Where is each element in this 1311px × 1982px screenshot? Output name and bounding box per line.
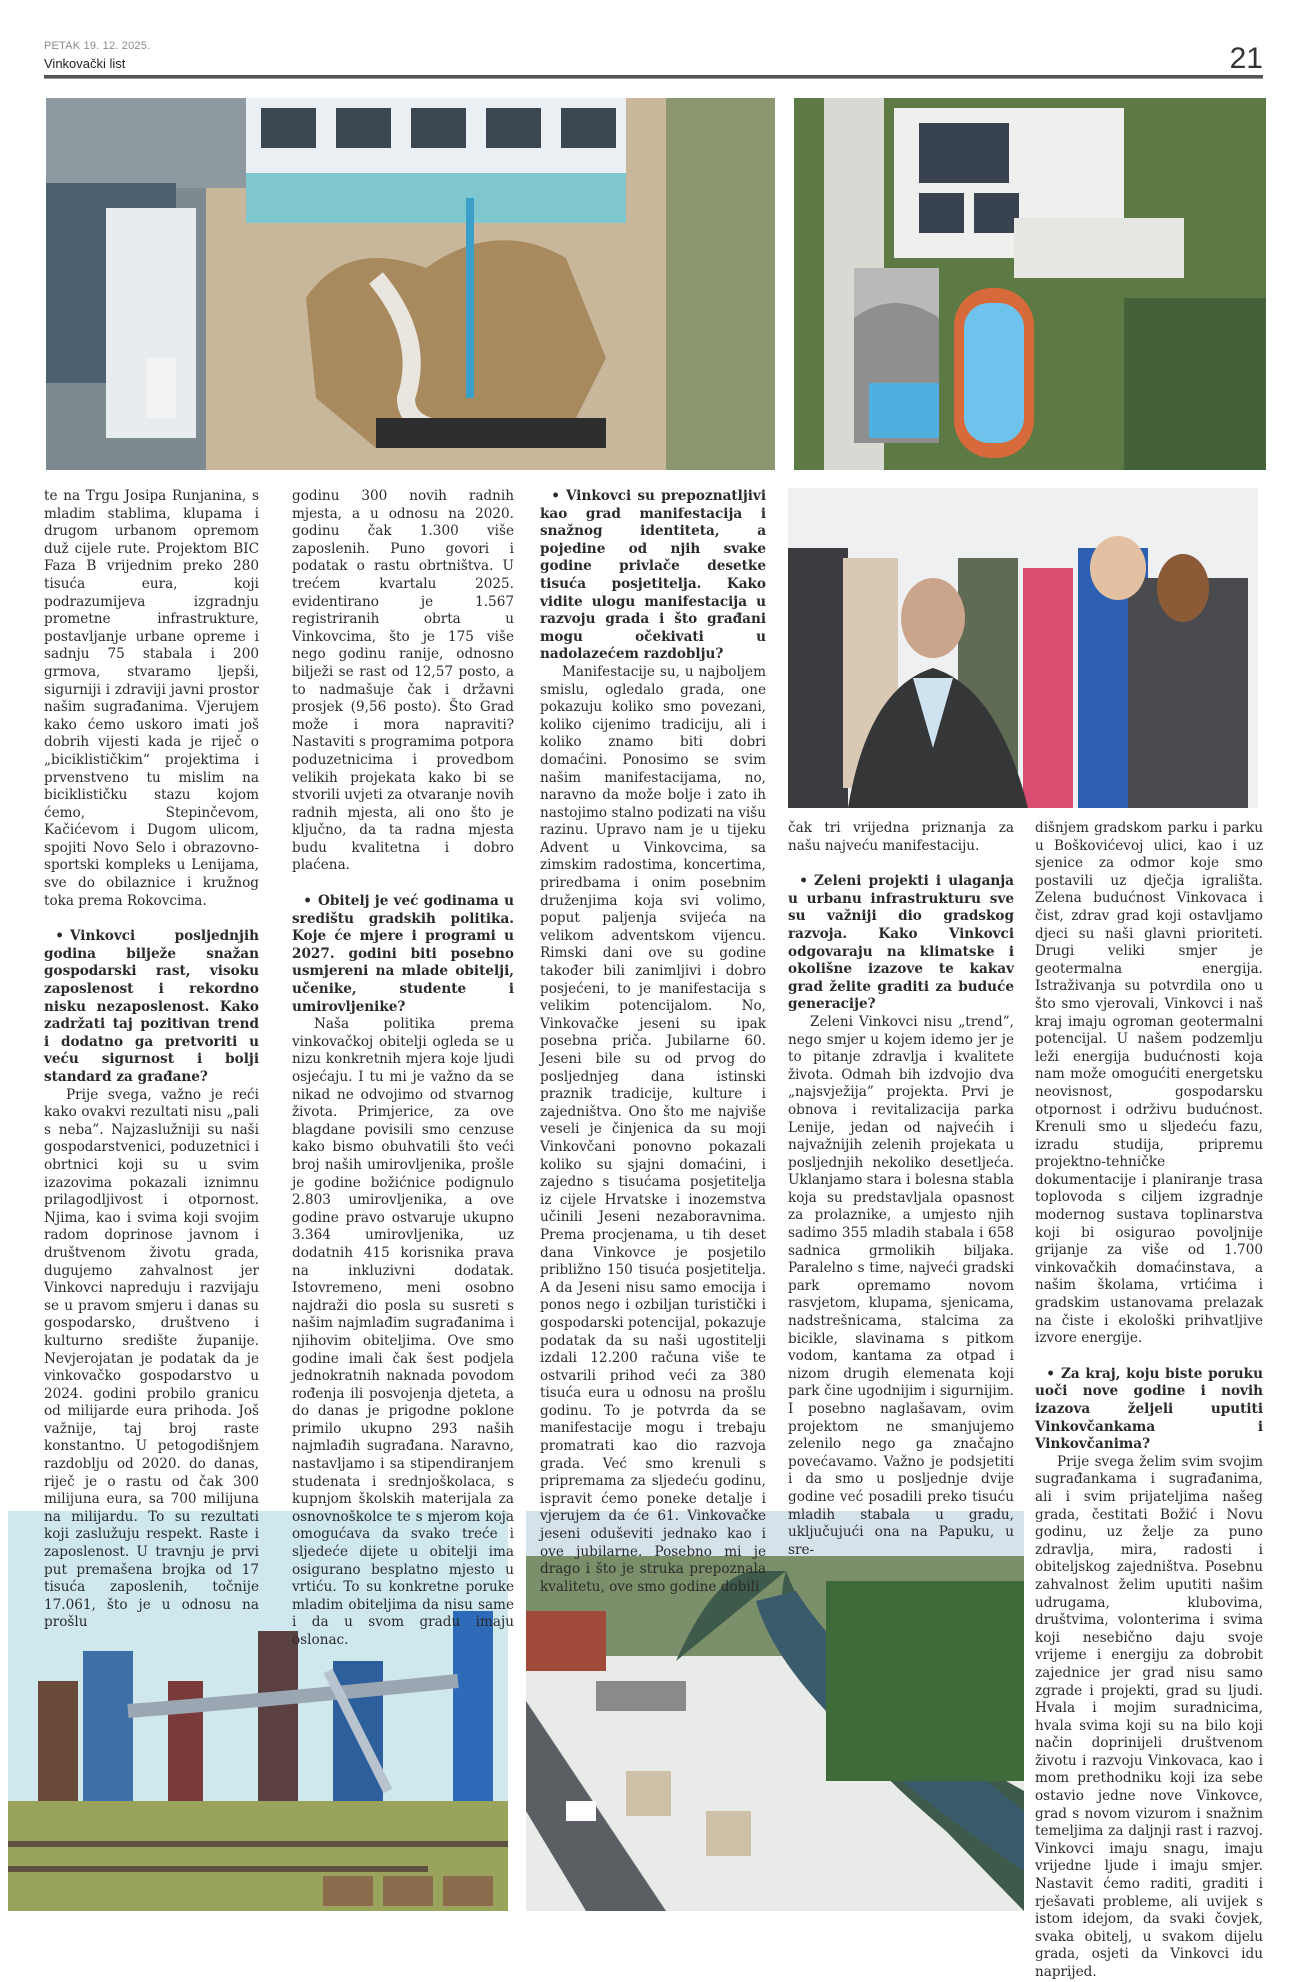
article-column-2 [292,488,514,1650]
answer-paragraph: dišnjem gradskom parku i parku u Boškovićevoj ulici, kao i uz sjenice za odmor koje smo postavili uz dječja igrališta. Zelena budućnost Vinkovaca i čist, zdrav grad koji ostavljamo djeci su naši glavni prioriteti. Drugi veliki smjer je geotermalna energija. Istraživanja su potvrdila ono u što smo vjerovali, Vinkovci i naš kraj imaju ogroman geotermalni potencijal. U našem podzemlju leži energija budućnosti koja nam može omogućiti energetsku neovisnost, gospodarsku otpornost i održivu budućnost. Krenuli smo u sljedeću fazu, izradu studija, pripremu projektno-tehničke dokumentacije i planiranje trasa toplovoda s ciljem izgradnje modernog sustava toplinarstva koji bi osigurao povoljnije grijanje za više od 1.700 vinkovačkih domaćinstava, a našim školama, vrtićima i gradskim ustanovama prelazak na čiste i ekološki prihvatljive izvore energije. [1035,820,1263,1347]
answer-paragraph: Zeleni Vinkovci nisu „trend”, nego smjer u kojem idemo jer je to pitanje zdravlja i kvalitete života. Odmah bih izdvojio dva „najsvježija” projekta. Prvi je obnova i revitalizacija parka Lenije, jedan od najvećih i najvažnijih zelenih projekata u posljednjih nekoliko desetljeća. Uklanjamo stara i bolesna stabla koja su predstavljala opasnost za prolaznike, a umjesto njih sadimo 355 mladih stabala i 658 sadnica grmolikih biljaka. Paralelno s time, najveći gradski park opremamo novom rasvjetom, klupama, sjenicama, nadstrešnicama, stalcima za bicikle, slavinama s pitkom vodom, kantama za otpad i nizom drugih elemenata koji park čine ugodnijim i sigurnijim. I posebno naglašavam, ovim projektom ne smanjujemo zelenilo nego ga značajno povećavamo. Važno je podsjetiti i da smo u posljednje dvije godine već posadili preko tisuću mladih stabala u gradu, uključujući ona na Papuku, u sre- [788,1013,1014,1558]
interview-question [788,873,1014,1014]
bullet-icon: • [799,873,808,890]
page-number: 21 [1229,42,1263,75]
photo-mayor-with-children [788,488,1258,808]
article-column-4 [788,820,1014,1559]
answer-paragraph: Manifestacije su, u najboljem smislu, ogledalo grada, one pokazuju koliko smo povezani, koliko cijenimo tradiciju, ali i koliko znamo biti dobri domaćini. Ponosimo se svim našim manifestacijama, no, naravno da može bolje i zato ih nastojimo stalno podizati na višu razinu. Upravo nam je u tijeku Advent u Vinkovcima, sa zimskim radostima, koncertima, priredbama i onim posebnim druženjima koja svi volimo, poput paljenja svijeća na velikom adventskom vijencu. Rimski dani ove su godine također bili zanimljivi i dobro posjećeni, to je manifestacija s velikim potencijalom. No, Vinkovačke jeseni su ipak posebna priča. Jubilarne 60. Jeseni bile su od prvog do posljednjeg dana istinski praznik tradicije, kulture i zajedništva. Ono što me najviše veseli je činjenica da su moji Vinkovčani ponovno pokazali koliko su sjajni domaćini, i zajedno s tisućama posjetitelja iz cijele Hrvatske i inozemstva učinili Jeseni nezaboravnima. Prema procjenama, u tih deset dana Vinkovce je posjetilo približno 150 tisuća posjetitelja. A da Jeseni nisu samo emocija i ponos nego i ozbiljan turistički i gospodarski potencijal, pokazuje podatak da su naši ugostitelji izdali 12.200 računa više te ostvarili prihod veći za 380 tisuća eura u odnosu na prošlu godinu. To je potvrda da se manifestacije mogu i trebaju promatrati kao dio razvoja grada. Već smo krenuli s pripremama za sljedeću godinu, ispravit ćemo poneke detalje i vjerujem da će 61. Vinkovačke jeseni oduševiti jednako kao i ove jubilarne. Posebno mi je drago i što je struka prepoznala kvalitetu, ove smo godine dobili [540,663,766,1595]
issue-date: PETAK 19. 12. 2025. [44,40,151,52]
bullet-icon: • [303,893,312,910]
photo-school-rendering [794,98,1266,470]
interview-question [292,893,514,1016]
answer-paragraph: čak tri vrijedna priznanja za našu najveću manifestaciju. [788,820,1014,854]
question-text: Za kraj, koju biste poruku uoči nove godine i novih izazova željeli uputiti Vinkovčankama i Vinkovčanima? [1035,1365,1263,1453]
interview-question [1035,1366,1263,1454]
header-rule [44,75,1263,79]
question-text: Vinkovci posljednjih godina bilježe snažan gospodarski rast, visoku zaposlenost i rekordno nisku nezaposlenost. Kako zadržati taj pozitivan trend i dodatno ga pretvoriti u veću sigurnost i bolji standard za građane? [44,928,259,1085]
article-column-5 [1035,820,1263,1982]
answer-paragraph: Naša politika prema vinkovačkoj obitelji ogleda se u nizu konkretnih mjera koje ljudi osjećaju. I tu mi je važno da se nikad ne odvojimo od stvarnog života. Primjerice, za ove blagdane povisili smo cenzuse kako bismo obuhvatili što veći broj naših umirovljenika, prošle je godine božićnice podignulo 2.803 umirovljenika, a ove godine pravo ostvaruje ukupno 3.364 umirovljenika, uz dodatnih 415 korisnika prava na inkluzivni dodatak. Istovremeno, meni osobno najdraži dio posla su susreti s našim najmlađim sugrađanima i njihovim obiteljima. Ove smo godine imali čak šest podjela jednokratnih naknada povodom rođenja ili posvojenja djeteta, a do danas je prigodne poklone primilo ukupno 293 naših najmlađih sugrađana. Naravno, nastavljamo i sa stipendiranjem studenata i srednjoškolaca, s kupnjom školskih materijala za osnovnoškolce te s mjerom koja omogućava da svako treće i sljedeće dijete u obitelji ima osigurano besplatno mjesto u vrtiću. To su konkretne poruke mladim obiteljima da nisu same i da u svom gradu imaju oslonac. [292,1016,514,1648]
answer-paragraph: Prije svega, važno je reći kako ovakvi rezultati nisu „pali s neba”. Najzaslužniji su naši gospodarstvenici, poduzetnici i obrtnici koji su u svim izazovima pokazali iznimnu prilagodljivost i otpornost. Njima, kao i svima koji svojim radom doprinose javnom i društvenom životu grada, dugujemo zahvalnost jer Vinkovci napreduju i razvijaju se u pravom smjeru i danas su gospodarsko, društveno i kulturno središte županije. Nevjerojatan je podatak da je vinkovačko gospodarstvo u 2024. godini probilo granicu od milijarde eura prihoda. Još važnije, taj broj raste konstantno. U petogodišnjem razdoblju od 2020. do danas, riječ je o rastu od čak 300 milijuna eura, sa 700 milijuna na milijardu. To su rezultati koji zaslužuju respekt. Raste i zaposlenost. U travnju je prvi put premašena brojka od 17 tisuća zaposlenih, točnije 17.061, što je u odnosu na prošlu [44,1086,259,1631]
bullet-icon: • [551,488,560,504]
answer-paragraph: godinu 300 novih radnih mjesta, a u odnosu na 2020. godinu čak 1.300 više zaposlenih. Puno govori i podatak o rastu obrtništva. U trećem kvartalu 2025. evidentirano je 1.567 registriranih obrta u Vinkovcima, što je 175 više nego godinu ranije, odnosno bilježi se rast od 12,57 posto, a to nadmašuje čak i državni prosjek (9,56 posto). Što Grad može i mora napraviti? Nastaviti s programima potpora poduzetnicima i provedbom velikih projekata kako bi se stvorili uvjeti za otvaranje novih radnih mjesta, ali ono što je ključno, da ta radna mjesta budu kvalitetna i dobro plaćena. [292,488,514,874]
article-column-3 [540,488,766,1596]
interview-question [540,488,766,664]
photo-construction-site [46,98,775,470]
question-text: Obitelj je već godinama u središtu gradskih politika. Koje će mjere i programi u 2027. godini biti posebno usmjereni na mlade obitelji, učenike, studente i umirovljenike? [292,893,514,1015]
publication-title: Vinkovački list [44,56,126,71]
interview-question [44,928,259,1086]
answer-paragraph: Prije svega želim svim svojim sugrađankama i sugrađanima, ali i svim prijateljima našeg grada, čestitati Božić i Novu godinu, uz želje za puno zdravlja, mira, radosti i obiteljskog zajedništva. Posebnu zahvalnost želim uputiti našim udrugama, klubovima, društvima, volonterima i svima koji nesebično daju svoje vrijeme i energiju za dobrobit zajednice jer grad nisu samo zgrade i projekti, grad su ljudi. Hvala i mojim suradnicima, hvala svima koji su na bilo koji način doprinijeli društvenom životu i razvoju Vinkovaca, kao i mom prethodniku koji iza sebe ostavio jedne nove Vinkovce, grad s novom vizurom i snažnim temeljima za daljnji rast i razvoj. Vinkovci imaju snagu, imaju vrijedne ljude i imaju smjer. Nastavit ćemo raditi, graditi i rješavati probleme, ali uvijek s istom idejom, da svaki čovjek, svaka obitelj, u svakom dijelu grada, osjeti da Vinkovci idu naprijed. [1035,1453,1263,1980]
answer-paragraph: te na Trgu Josipa Runjanina, s mladim stablima, klupama i drugom urbanom opremom duž cijele rute. Projektom BIC Faza B vrijednim preko 280 tisuća eura, koji podrazumijeva izgradnju prometne infrastrukture, postavljanje urbane opreme i sadnju 75 stabala i 200 grmova, stvaramo ljepši, sigurniji i zdraviji javni prostor našim sugrađanima. Vjerujem kako ćemo uskoro imati još dobrih vijesti kada je riječ o „biciklističkim“ projektima i prvenstveno tu mislim na biciklističku stazu kojom ćemo, Stepinčevom, Kačićevom i Dugom ulicom, spojiti Novo Selo i obrazovno-sportski kompleks u Lenijama, sve do obilaznice i kružnog toka prema Rokovcima. [44,488,259,909]
question-text: Vinkovci su prepoznatljivi kao grad manifestacija i snažnog identiteta, a pojedine od njih svake godine privlače desetke tisuća posjetitelja. Kako vidite ulogu manifestacija u razvoju grada i što građani mogu očekivati u nadolazećem razdoblju? [540,488,766,663]
bullet-icon: • [1046,1365,1055,1382]
bullet-icon: • [55,928,64,945]
article-column-1 [44,488,259,1632]
question-text: Zeleni projekti i ulaganja u urbanu infrastrukturu sve su važniji dio gradskog razvoja. Kako Vinkovci odgovaraju na klimatske i okolišne izazove te kakav grad želite graditi za buduće generacije? [788,873,1014,1013]
